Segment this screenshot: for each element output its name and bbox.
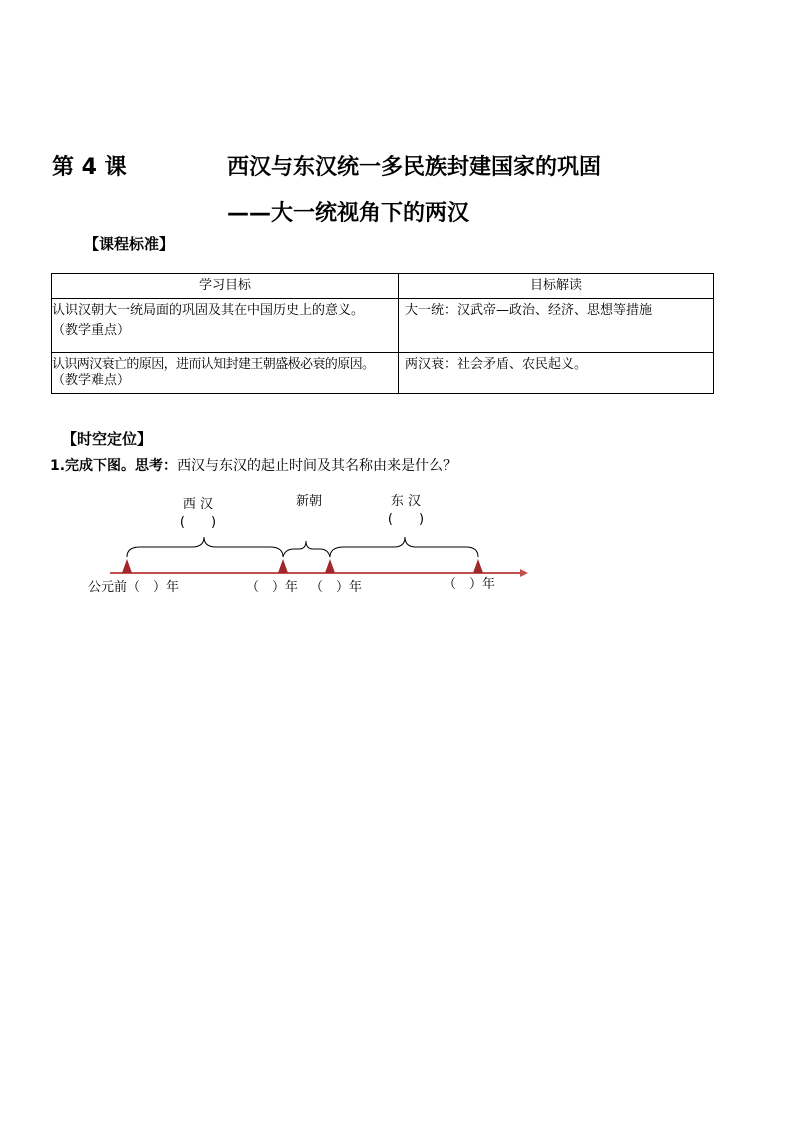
goal-text: 认识两汉衰亡的原因，进而认知封建王朝盛极必衰的原因。 bbox=[52, 357, 375, 372]
goal-cell bbox=[52, 299, 399, 353]
period-label: 新朝 bbox=[295, 494, 323, 509]
interpretation-cell: 大一统：汉武帝—政治、经济、思想等措施 bbox=[399, 299, 714, 353]
spacetime-heading: 【时空定位】 bbox=[62, 430, 153, 448]
tick-label: （ ）年 bbox=[310, 580, 363, 595]
tick-label: （ ）年 bbox=[443, 577, 496, 592]
goal-note: （教学难点） bbox=[52, 373, 131, 388]
question-label: 1.完成下图。思考： bbox=[50, 458, 178, 474]
tick-marker bbox=[122, 559, 132, 573]
question-1 bbox=[50, 455, 457, 475]
period-paren: ( ) bbox=[179, 515, 217, 530]
arrow-head-icon bbox=[520, 569, 528, 577]
page-subtitle: ——大一统视角下的两汉 bbox=[227, 201, 470, 226]
period-label: 东 汉 bbox=[390, 494, 422, 509]
goal-note: （教学重点） bbox=[52, 323, 131, 338]
column-header-goal: 学习目标 bbox=[52, 274, 399, 299]
tick-label: 公元前（ ）年 bbox=[88, 580, 180, 595]
tick-marker bbox=[473, 559, 483, 573]
goal-cell bbox=[52, 353, 399, 394]
goal-text: 认识汉朝大一统局面的巩固及其在中国历史上的意义。 bbox=[52, 303, 365, 318]
interpretation-cell: 两汉衰：社会矛盾、农民起义。 bbox=[399, 353, 714, 394]
brace-xin bbox=[283, 541, 330, 557]
brace-eastern-han bbox=[330, 537, 478, 557]
column-header-interpretation: 目标解读 bbox=[399, 274, 714, 299]
page-title: 西汉与东汉统一多民族封建国家的巩固 bbox=[227, 155, 602, 180]
period-paren: ( ) bbox=[387, 512, 425, 527]
period-label: 西 汉 bbox=[182, 497, 214, 512]
tick-marker bbox=[278, 559, 288, 573]
table-row bbox=[52, 299, 714, 353]
curriculum-table bbox=[51, 273, 714, 394]
tick-marker bbox=[325, 559, 335, 573]
curriculum-standard-heading: 【课程标准】 bbox=[84, 235, 175, 253]
question-text: 西汉与东汉的起止时间及其名称由来是什么？ bbox=[177, 458, 458, 474]
table-header-row bbox=[52, 274, 714, 299]
brace-western-han bbox=[127, 537, 283, 557]
timeline-diagram bbox=[80, 485, 540, 605]
table-row bbox=[52, 353, 714, 394]
lesson-number: 第 4 课 bbox=[52, 155, 127, 180]
tick-label: （ ）年 bbox=[246, 580, 299, 595]
